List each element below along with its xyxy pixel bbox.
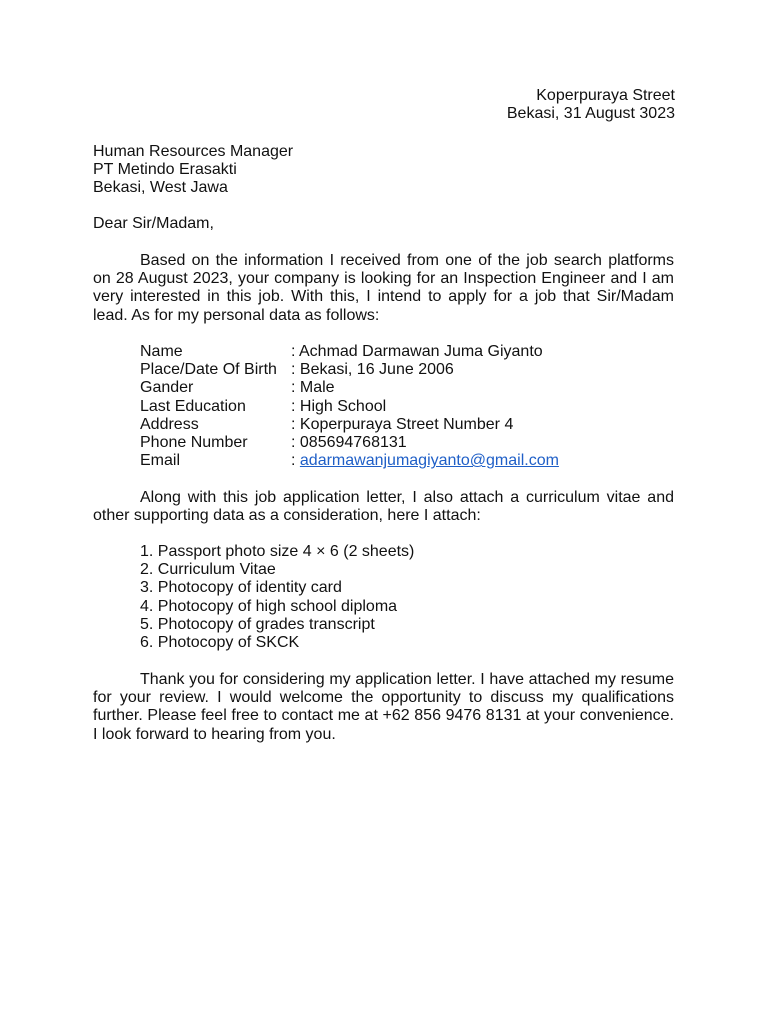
detail-row-email [140, 452, 559, 470]
detail-value: : 085694768131 [291, 434, 407, 452]
sender-address [507, 87, 675, 123]
detail-label: Name [140, 343, 183, 360]
sender-street: Koperpuraya Street [536, 87, 675, 104]
list-item: 6. Photocopy of SKCK [140, 634, 300, 652]
detail-value [291, 452, 559, 470]
letter-date: Bekasi, 31 August 3023 [506, 105, 675, 123]
detail-row-phone [140, 434, 559, 452]
recipient-address [93, 143, 293, 198]
list-item: 4. Photocopy of high school diploma [140, 597, 398, 615]
recipient-title: Human Resources Manager [93, 143, 294, 160]
detail-row-name [140, 343, 559, 361]
recipient-company: PT Metindo Erasakti [93, 161, 237, 179]
detail-label: Address [140, 415, 199, 433]
list-item: 2. Curriculum Vitae [140, 561, 276, 579]
detail-label: Gander [140, 379, 194, 397]
list-item: 1. Passport photo size 4 × 6 (2 sheets) [140, 543, 415, 560]
recipient-location: Bekasi, West Jawa [93, 179, 228, 197]
detail-label: Email [140, 452, 181, 470]
email-link[interactable]: adarmawanjumagiyanto@gmail.com [299, 452, 559, 470]
closing-paragraph: Thank you for considering my application letter. I have attached my resume for your review. I would welcome the opportunity to discuss my qualifications further. Please feel free to contact me at +62 856 9476 8131 at your convenience. I look forward to hearing from you. [93, 671, 674, 743]
detail-value: : Male [291, 379, 335, 397]
intro-paragraph: Based on the information I received from one of the job search platforms on 28 August 2023, your company is looking for an Inspection Engineer and I am very interested in this job. With this, I intend to apply for a job that Sir/Madam lead. As for my personal data as follows: [93, 252, 674, 324]
personal-data [140, 343, 559, 470]
list-item: 3. Photocopy of identity card [140, 579, 342, 597]
salutation: Dear Sir/Madam, [93, 215, 214, 232]
detail-value: : Achmad Darmawan Juma Giyanto [291, 343, 543, 360]
attachment-list [140, 543, 414, 652]
detail-row-education [140, 398, 559, 416]
detail-label: Place/Date Of Birth [140, 361, 277, 379]
detail-value: : Koperpuraya Street Number 4 [291, 415, 514, 433]
list-item: 5. Photocopy of grades transcript [140, 615, 375, 633]
attachment-paragraph: Along with this job application letter, I also attach a curriculum vitae and other supporting data as a consideration, here I attach: [93, 489, 674, 525]
detail-label: Last Education [140, 397, 246, 415]
detail-row-birth [140, 361, 559, 379]
detail-label: Phone Number [140, 434, 248, 452]
detail-row-address [140, 416, 559, 434]
email-colon: : [291, 452, 300, 470]
detail-value: : Bekasi, 16 June 2006 [291, 361, 454, 379]
detail-value: : High School [291, 397, 387, 415]
detail-row-gender [140, 379, 559, 397]
